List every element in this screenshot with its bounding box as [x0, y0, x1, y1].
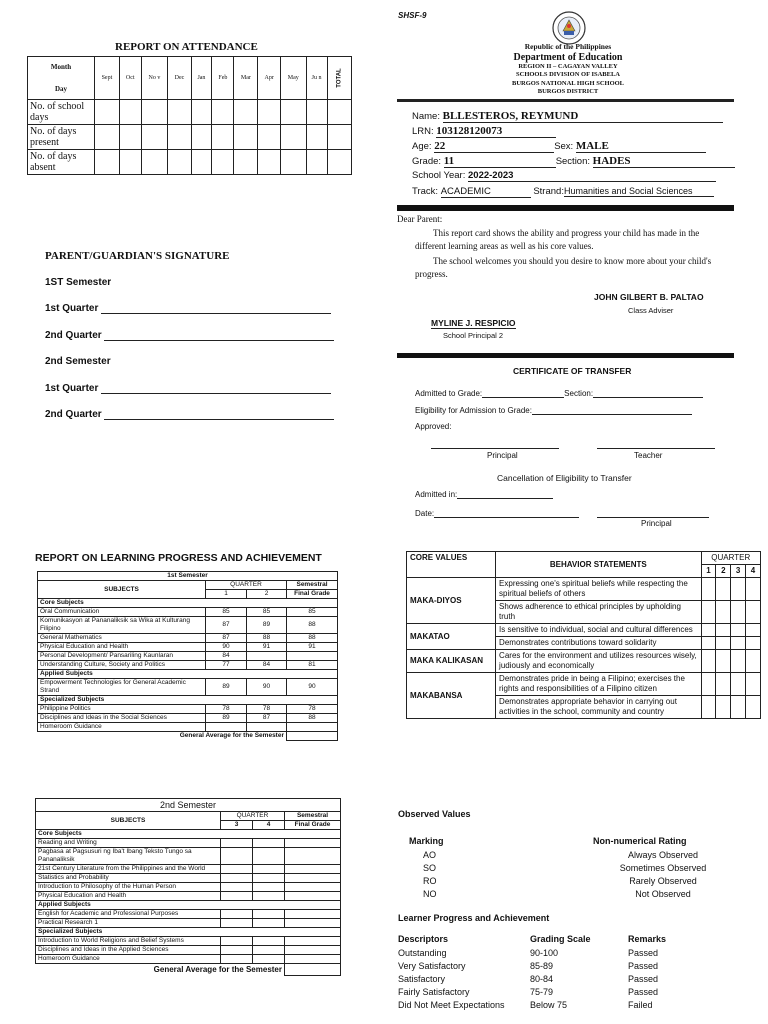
subject-row: [36, 874, 341, 883]
letter-salutation: Dear Parent:: [397, 214, 443, 224]
quarter-num: 3: [731, 565, 746, 578]
grade-cell: [221, 874, 253, 883]
cert-teacher: Teacher: [634, 451, 663, 460]
remark: Passed: [628, 961, 659, 971]
behavior-statement: Shows adherence to ethical principles by upholding truth: [496, 601, 702, 624]
descriptor: Outstanding: [398, 948, 447, 958]
grade-cell: [253, 919, 285, 928]
letter-rule: [397, 353, 734, 358]
grade-cell: [285, 839, 341, 848]
sem1-table: [37, 571, 338, 741]
grade-cell: [221, 839, 253, 848]
grade-cell: [221, 946, 253, 955]
remark: Passed: [628, 948, 659, 958]
core-value-row: [407, 650, 761, 673]
subject-row: [36, 865, 341, 874]
rating-cell: [731, 673, 746, 696]
behavior-statement: Demonstrates appropriate behavior in carrying out activities in the school, community and country: [496, 696, 702, 719]
subject-name: General Mathematics: [38, 634, 206, 643]
remarks-header: Remarks: [628, 934, 667, 944]
grading-scale: 85-89: [530, 961, 554, 971]
general-average-row: [36, 964, 341, 976]
subject-row: [38, 652, 338, 661]
rating-cell: [716, 696, 731, 719]
category-label: Core Subjects: [38, 599, 338, 608]
rating-cell: [716, 637, 731, 650]
subject-row: [38, 714, 338, 723]
grade-cell: 77: [206, 661, 247, 670]
semestral-header: Semestral: [287, 581, 338, 590]
quarter-header: QUARTER: [701, 552, 760, 565]
grade-cell: [285, 919, 341, 928]
grade-cell: 88: [287, 617, 338, 634]
cancel-date: Date:: [415, 509, 579, 518]
general-average-value: [287, 732, 338, 741]
grade-cell: [253, 883, 285, 892]
category-label: Core Subjects: [36, 830, 341, 839]
quarter-num: 4: [253, 821, 285, 830]
subject-row: [36, 848, 341, 865]
grade-cell: [253, 848, 285, 865]
grade-cell: [253, 874, 285, 883]
subject-row: [36, 955, 341, 964]
remark: Passed: [628, 974, 659, 984]
subject-name: Pagbasa at Pagsusuri ng Iba't Ibang Teksto Tungo sa Pananaliksik: [36, 848, 221, 865]
subject-name: Physical Education and Health: [38, 643, 206, 652]
general-average-row: [38, 732, 338, 741]
guardian-q1a: 1st Quarter: [45, 303, 331, 314]
grading-title: Learner Progress and Achievement: [398, 913, 550, 923]
adviser-name: JOHN GILBERT B. PALTAO: [594, 292, 704, 302]
student-track: ACADEMIC: [441, 186, 531, 198]
descriptors-header: Descriptors: [398, 934, 449, 944]
guardian-q2a: 2nd Quarter: [45, 330, 334, 341]
subject-name: Personal Development/ Pansariling Kaunlaran: [38, 652, 206, 661]
principal-title: School Principal 2: [443, 331, 504, 340]
guardian-title: PARENT/GUARDIAN'S SIGNATURE: [45, 250, 230, 262]
subject-name: Homeroom Guidance: [38, 723, 206, 732]
rating-cell: [701, 637, 716, 650]
grade-cell: [285, 883, 341, 892]
grade-cell: [221, 937, 253, 946]
grade-cell: [285, 946, 341, 955]
grade-cell: 90: [206, 643, 247, 652]
rating-text: Sometimes Observed: [619, 863, 707, 873]
subject-name: Disciplines and Ideas in the Social Sciences: [38, 714, 206, 723]
behavior-header: BEHAVIOR STATEMENTS: [496, 552, 702, 578]
adviser-title: Class Adviser: [628, 306, 674, 315]
guardian-sem2: 2nd Semester: [45, 356, 111, 367]
student-strand: Humanities and Social Sciences: [564, 186, 714, 197]
teacher-signature-line: [597, 448, 715, 449]
subject-name: Komunikasyon at Pananaliksik sa Wika at Kulturang Filipino: [38, 617, 206, 634]
grade-cell: [287, 652, 338, 661]
month-day-header: Month Day: [28, 57, 95, 100]
grade-cell: [253, 892, 285, 901]
student-grade-row: Grade: 11 Section: HADES: [412, 155, 735, 168]
grade-cell: [247, 652, 287, 661]
grade-cell: 91: [287, 643, 338, 652]
grade-cell: 78: [206, 705, 247, 714]
student-name: BLLESTEROS, REYMUND: [443, 110, 723, 123]
category-label: Specialized Subjects: [38, 696, 338, 705]
grade-cell: [221, 955, 253, 964]
grade-cell: [253, 937, 285, 946]
quarter-num: 3: [221, 821, 253, 830]
rating-cell: [731, 696, 746, 719]
general-average-label: General Average for the Semester: [36, 964, 285, 976]
grade-cell: [287, 723, 338, 732]
grade-cell: [253, 946, 285, 955]
category-label: Applied Subjects: [38, 670, 338, 679]
student-school-year: 2022-2023: [468, 170, 716, 182]
subject-name: Physical Education and Health: [36, 892, 221, 901]
grade-cell: 88: [287, 714, 338, 723]
student-age-sex-row: Age: 22 Sex: MALE: [412, 140, 706, 153]
subject-row: [36, 883, 341, 892]
sem2-table: [35, 798, 341, 976]
observed-title: Observed Values: [398, 809, 471, 819]
subject-name: English for Academic and Professional Purposes: [36, 910, 221, 919]
attendance-title: REPORT ON ATTENDANCE: [115, 41, 258, 53]
subject-row: [36, 937, 341, 946]
month-header: Apr: [258, 57, 281, 100]
student-name-row: Name: BLLESTEROS, REYMUND: [412, 110, 723, 123]
category-row: [38, 599, 338, 608]
subject-name: Understanding Culture, Society and Politics: [38, 661, 206, 670]
category-label: Specialized Subjects: [36, 928, 341, 937]
subject-name: 21st Century Literature from the Philippines and the World: [36, 865, 221, 874]
subjects-header: SUBJECTS: [38, 581, 206, 599]
rating-text: Not Observed: [635, 889, 691, 899]
month-header: Feb: [212, 57, 234, 100]
rating-cell: [701, 601, 716, 624]
student-grade: 11: [444, 155, 556, 168]
marking-code: SO: [423, 863, 437, 873]
rating-cell: [746, 696, 761, 719]
quarter-num: 2: [716, 565, 731, 578]
grade-cell: 87: [247, 714, 287, 723]
rating-cell: [716, 601, 731, 624]
grading-scale: 90-100: [530, 948, 559, 958]
quarter-num: 1: [701, 565, 716, 578]
core-value-row: [407, 673, 761, 696]
attendance-row-label: No. of days absent: [28, 150, 95, 175]
subject-row: [36, 946, 341, 955]
core-values-header: CORE VALUES: [407, 552, 496, 578]
grade-cell: [285, 848, 341, 865]
grade-cell: [285, 937, 341, 946]
grade-cell: 89: [206, 679, 247, 696]
grade-cell: [253, 955, 285, 964]
month-header: Dec: [168, 57, 191, 100]
subject-row: [38, 705, 338, 714]
month-header: Mar: [234, 57, 258, 100]
grade-cell: [253, 910, 285, 919]
rating-cell: [701, 624, 716, 637]
grade-cell: [221, 910, 253, 919]
subject-row: [38, 723, 338, 732]
quarter-num: 1: [206, 590, 247, 599]
month-header: Sept: [95, 57, 120, 100]
letter-p1: This report card shows the ability and progress your child has made in the different learning areas as well as his core values.: [415, 228, 700, 251]
rating-cell: [701, 696, 716, 719]
month-header: Ju n: [306, 57, 327, 100]
grade-cell: 89: [206, 714, 247, 723]
grade-cell: 88: [287, 634, 338, 643]
grade-cell: 81: [287, 661, 338, 670]
subject-row: [38, 634, 338, 643]
subject-name: Empowerment Technologies for General Academic Strand: [38, 679, 206, 696]
guardian-q2b: 2nd Quarter: [45, 409, 334, 420]
rating-cell: [731, 601, 746, 624]
total-header: TOTAL: [327, 57, 351, 100]
sem1-title: 1st Semester: [38, 572, 338, 581]
grade-cell: 90: [247, 679, 287, 696]
rating-cell: [731, 650, 746, 673]
remark: Failed: [628, 1000, 653, 1010]
final-grade-header: Final Grade: [287, 590, 338, 599]
grade-cell: [221, 865, 253, 874]
cert-admitted-grade: Admitted to Grade: Section:: [415, 389, 703, 398]
subject-row: [36, 919, 341, 928]
subject-name: Homeroom Guidance: [36, 955, 221, 964]
rating-cell: [716, 578, 731, 601]
grade-cell: 89: [247, 617, 287, 634]
subject-name: Statistics and Probability: [36, 874, 221, 883]
rating-header: Non-numerical Rating: [593, 836, 687, 846]
grade-cell: 85: [247, 608, 287, 617]
grade-cell: [221, 892, 253, 901]
info-rule: [397, 205, 734, 211]
cert-approved: Approved:: [415, 422, 452, 431]
subject-row: [38, 679, 338, 696]
marking-code: NO: [423, 889, 437, 899]
grade-cell: 84: [206, 652, 247, 661]
subject-row: [38, 617, 338, 634]
quarter-num: 4: [746, 565, 761, 578]
grading-scale: 80-84: [530, 974, 554, 984]
subject-name: Practical Research 1: [36, 919, 221, 928]
header-rule: [397, 99, 734, 102]
behavior-statement: Cares for the environment and utilizes resources wisely, judiously and economically: [496, 650, 702, 673]
rating-cell: [731, 624, 746, 637]
descriptor: Very Satisfactory: [398, 961, 466, 971]
grade-cell: 87: [206, 634, 247, 643]
guardian-q1b: 1st Quarter: [45, 383, 331, 394]
grade-cell: 85: [206, 608, 247, 617]
core-values-table: [406, 551, 761, 719]
grade-cell: [221, 919, 253, 928]
cancel-title: Cancellation of Eligibility to Transfer: [497, 473, 632, 483]
core-value-name: MAKA KALIKASAN: [407, 650, 496, 673]
behavior-statement: Demonstrates contributions toward solidarity: [496, 637, 702, 650]
grade-cell: [285, 874, 341, 883]
semestral-header: Semestral: [285, 812, 341, 821]
rating-cell: [746, 673, 761, 696]
final-grade-header: Final Grade: [285, 821, 341, 830]
rating-cell: [716, 624, 731, 637]
general-average-label: General Average for the Semester: [38, 732, 287, 741]
grade-cell: [253, 865, 285, 874]
subjects-header: SUBJECTS: [36, 812, 221, 830]
grade-cell: [247, 723, 287, 732]
subject-row: [38, 608, 338, 617]
grade-cell: [285, 955, 341, 964]
cancel-admitted-in: Admitted in:: [415, 490, 553, 499]
cancel-principal: Principal: [641, 519, 672, 528]
core-value-row: [407, 624, 761, 637]
grade-cell: [206, 723, 247, 732]
subject-row: [38, 661, 338, 670]
deped-seal-icon: [552, 11, 586, 45]
rating-cell: [701, 578, 716, 601]
principal-name: MYLINE J. RESPICIO: [431, 318, 516, 328]
rating-cell: [746, 637, 761, 650]
subject-name: Oral Communication: [38, 608, 206, 617]
quarter-num: 2: [247, 590, 287, 599]
core-value-name: MAKA-DIYOS: [407, 578, 496, 624]
progress-title: REPORT ON LEARNING PROGRESS AND ACHIEVEMENT: [35, 552, 322, 564]
rating-cell: [701, 673, 716, 696]
grade-cell: 87: [206, 617, 247, 634]
rating-cell: [746, 578, 761, 601]
grade-cell: [285, 910, 341, 919]
grade-cell: [253, 839, 285, 848]
rating-cell: [731, 637, 746, 650]
student-age: 22: [434, 140, 554, 153]
category-row: [36, 901, 341, 910]
month-header: Oct: [119, 57, 141, 100]
letter-p2: The school welcomes you should you desire to know more about your child's progress.: [415, 256, 712, 279]
grade-cell: 90: [287, 679, 338, 696]
grading-scale: Below 75: [530, 1000, 568, 1010]
grade-cell: 88: [247, 634, 287, 643]
rating-text: Always Observed: [627, 850, 699, 860]
subject-name: Introduction to Philosophy of the Human Person: [36, 883, 221, 892]
rating-cell: [746, 624, 761, 637]
grading-scale: 75-79: [530, 987, 554, 997]
student-section: HADES: [593, 155, 735, 168]
certificate-title: CERTIFICATE OF TRANSFER: [513, 366, 632, 376]
month-header: No v: [141, 57, 168, 100]
category-row: [38, 670, 338, 679]
subject-row: [38, 643, 338, 652]
descriptor: Did Not Meet Expectations: [398, 1000, 505, 1010]
grade-cell: 85: [287, 608, 338, 617]
subject-name: Disciplines and Ideas in the Applied Sciences: [36, 946, 221, 955]
student-sy-row: School Year: 2022-2023: [412, 170, 716, 182]
school-header: Republic of the Philippines Department of Education REGION II – CAGAYAN VALLEY SCHOOLS DIVISION OF ISABELA BURGOS NATIONAL HIGH SCHOOL BURGOS DISTRICT: [511, 42, 625, 95]
core-value-row: [407, 578, 761, 601]
core-value-name: MAKATAO: [407, 624, 496, 650]
grade-cell: 84: [247, 661, 287, 670]
scale-header: Grading Scale: [530, 934, 591, 944]
principal2-signature-line: [597, 517, 709, 518]
marking-header: Marking: [409, 836, 444, 846]
descriptor: Satisfactory: [398, 974, 446, 984]
grade-cell: 78: [247, 705, 287, 714]
descriptor: Fairly Satisfactory: [398, 987, 470, 997]
grade-cell: 91: [247, 643, 287, 652]
grade-cell: [285, 865, 341, 874]
rating-cell: [716, 673, 731, 696]
attendance-table: [27, 56, 352, 175]
quarter-header: QUARTER: [221, 812, 285, 821]
remark: Passed: [628, 987, 659, 997]
subject-name: Reading and Writing: [36, 839, 221, 848]
guardian-sem1: 1ST Semester: [45, 277, 112, 288]
attendance-row-label: No. of days present: [28, 125, 95, 150]
subject-row: [36, 892, 341, 901]
attendance-row-label: No. of school days: [28, 100, 95, 125]
rating-cell: [701, 650, 716, 673]
month-header: May: [281, 57, 306, 100]
grade-cell: [285, 892, 341, 901]
subject-name: Philippine Politics: [38, 705, 206, 714]
student-lrn: 103128120073: [436, 125, 556, 138]
grade-cell: [221, 848, 253, 865]
core-value-name: MAKABANSA: [407, 673, 496, 719]
marking-code: RO: [423, 876, 437, 886]
behavior-statement: Is sensitive to individual, social and cultural differences: [496, 624, 702, 637]
cert-principal: Principal: [487, 451, 518, 460]
month-header: Jan: [191, 57, 212, 100]
form-code: SHSF-9: [398, 11, 427, 20]
subject-row: [36, 839, 341, 848]
category-row: [36, 830, 341, 839]
student-track-row: Track: ACADEMIC Strand:Humanities and Social Sciences: [412, 186, 714, 198]
rating-cell: [746, 650, 761, 673]
sem2-title: 2nd Semester: [36, 799, 341, 812]
category-label: Applied Subjects: [36, 901, 341, 910]
rating-cell: [731, 578, 746, 601]
subject-name: Introduction to World Religions and Belief Systems: [36, 937, 221, 946]
rating-text: Rarely Observed: [629, 876, 697, 886]
cert-eligibility: Eligibility for Admission to Grade:: [415, 406, 692, 415]
rating-cell: [716, 650, 731, 673]
principal-signature-line: [431, 448, 559, 449]
general-average-value: [285, 964, 341, 976]
marking-code: AO: [423, 850, 437, 860]
rating-cell: [746, 601, 761, 624]
grade-cell: [221, 883, 253, 892]
category-row: [36, 928, 341, 937]
behavior-statement: Demonstrates pride in being a Filipino; exercises the rights and responsibilities of a Filipino citizen: [496, 673, 702, 696]
student-lrn-row: LRN: 103128120073: [412, 125, 556, 138]
subject-row: [36, 910, 341, 919]
quarter-header: QUARTER: [206, 581, 287, 590]
category-row: [38, 696, 338, 705]
student-sex: MALE: [576, 140, 706, 153]
grade-cell: 78: [287, 705, 338, 714]
behavior-statement: Expressing one's spiritual beliefs while respecting the spiritual beliefs of others: [496, 578, 702, 601]
